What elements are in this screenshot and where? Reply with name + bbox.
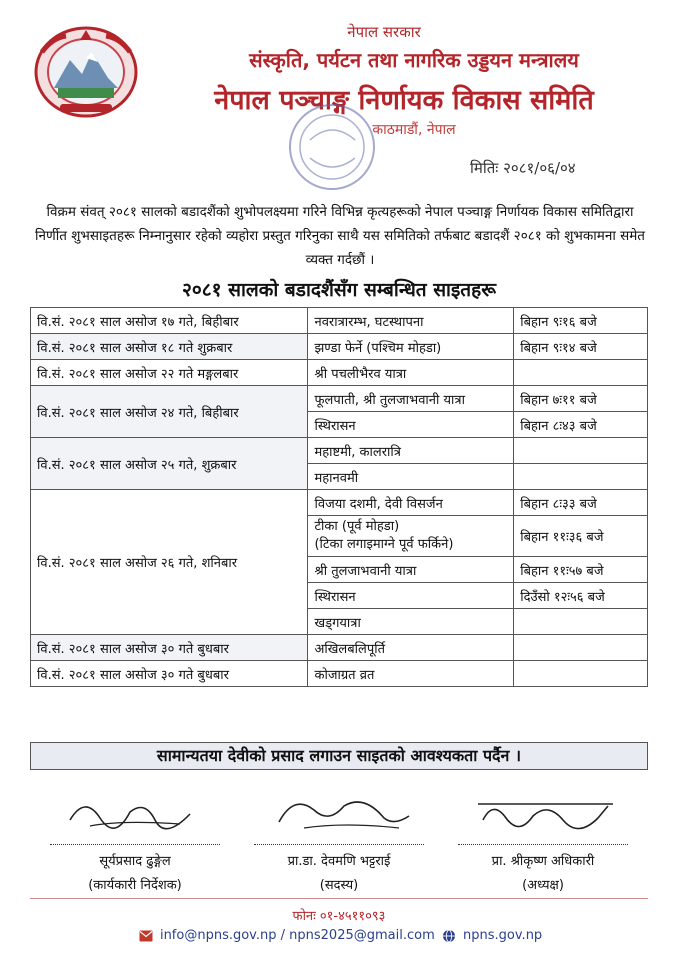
footer-phone: फोनः ०१-४५११०९३ — [292, 909, 386, 924]
event-cell — [308, 516, 514, 557]
date-cell: वि.सं. २०८१ साल असोज ३० गते बुधबार — [31, 635, 308, 661]
table-row — [31, 490, 648, 516]
mail-icon — [139, 930, 153, 942]
event-cell: महानवमी — [308, 464, 514, 490]
table-row — [31, 334, 648, 360]
event-cell: स्थिरासन — [308, 412, 514, 438]
time-cell — [514, 635, 648, 661]
date-cell: वि.सं. २०८१ साल असोज १८ गते शुक्रबार — [31, 334, 308, 360]
time-cell — [514, 438, 648, 464]
event-cell: खड्गयात्रा — [308, 609, 514, 635]
event-cell: अखिलबलिपूर्ति — [308, 635, 514, 661]
date-cell: वि.सं. २०८१ साल असोज २६ गते, शनिबार — [31, 490, 308, 635]
event-cell: विजया दशमी, देवी विसर्जन — [308, 490, 514, 516]
signatory-role: (सदस्य) — [319, 878, 359, 893]
prasad-note: सामान्यतया देवीको प्रसाद लगाउन साइतको आवश्यकता पर्दैन । — [30, 742, 648, 770]
signature-icon — [30, 790, 240, 836]
table-row — [31, 635, 648, 661]
email-link-info[interactable]: info@npns.gov.np — [159, 928, 277, 943]
event-cell: फूलपाती, श्री तुलजाभवानी यात्रा — [308, 386, 514, 412]
date-cell: वि.सं. २०८१ साल असोज २४ गते, बिहीबार — [31, 386, 308, 438]
footer-contacts — [0, 928, 678, 943]
event-cell: श्री तुलजाभवानी यात्रा — [308, 557, 514, 583]
footer-divider — [30, 898, 648, 899]
event-line-note: (टिका लगाइमाग्ने पूर्व फर्किने) — [314, 537, 454, 552]
event-cell: नवरात्रारम्भ, घटस्थापना — [308, 308, 514, 334]
event-cell: झण्डा फेर्ने (पश्चिम मोहडा) — [308, 334, 514, 360]
time-cell: बिहान ७ः११ बजे — [514, 386, 648, 412]
time-cell: बिहान ९ः१४ बजे — [514, 334, 648, 360]
time-cell — [514, 609, 648, 635]
ministry-name: संस्कृति, पर्यटन तथा नागरिक उड्डयन मन्त्रालय — [249, 48, 579, 72]
signature-line — [254, 844, 424, 845]
table-row — [31, 386, 648, 412]
time-cell: बिहान ८ः३३ बजे — [514, 490, 648, 516]
signatory-name: प्रा. श्रीकृष्ण अधिकारी — [491, 854, 595, 869]
letter-date: मितिः २०८१/०६/०४ — [470, 159, 576, 177]
government-name: नेपाल सरकार — [347, 23, 421, 41]
time-cell: बिहान ११ः५७ बजे — [514, 557, 648, 583]
event-cell: स्थिरासन — [308, 583, 514, 609]
event-cell: महाष्टमी, कालरात्रि — [308, 438, 514, 464]
globe-icon — [442, 929, 456, 943]
office-place: काठमाडौं, नेपाल — [372, 122, 456, 138]
table-row — [31, 661, 648, 687]
signatory-name: सूर्यप्रसाद ढुङ्गेल — [99, 854, 171, 869]
date-cell: वि.सं. २०८१ साल असोज १७ गते, बिहीबार — [31, 308, 308, 334]
date-cell: वि.सं. २०८१ साल असोज २२ गते मङ्गलबार — [31, 360, 308, 386]
letterhead — [0, 0, 678, 200]
date-cell: वि.सं. २०८१ साल असोज २५ गते, शुक्रबार — [31, 438, 308, 490]
event-line: टीका (पूर्व मोहडा) — [314, 519, 400, 534]
time-cell: बिहान ९ः१६ बजे — [514, 308, 648, 334]
signatory-role: (कार्यकारी निर्देशक) — [88, 878, 182, 893]
document-title: २०८१ सालको बडादशैंसँग सम्बन्धित साइतहरू — [182, 279, 496, 301]
signatory-chairperson — [438, 790, 648, 893]
email-link-gmail[interactable]: npns2025@gmail.com — [289, 928, 435, 943]
signature-icon — [438, 790, 648, 836]
event-cell: कोजाग्रत व्रत — [308, 661, 514, 687]
signature-line — [50, 844, 220, 845]
time-cell — [514, 661, 648, 687]
time-cell — [514, 360, 648, 386]
table-row — [31, 308, 648, 334]
intro-paragraph: विक्रम संवत् २०८१ सालको बडादशैंको शुभोपलक्ष्यमा गरिने विभिन्न कृत्यहरूको नेपाल पञ्चाङ्ग निर्णायक विकास समितिद्वारा निर्णीत शुभसाइतहरू निम्नानुसार रहेको व्यहोरा प्रस्तुत गरिनुका साथै यस समितिको तर्फबाट बडादशैं २०८१ को शुभकामना समेत व्यक्त गर्दछौं । — [34, 204, 645, 268]
table-row — [31, 438, 648, 464]
event-cell: श्री पचलीभैरव यात्रा — [308, 360, 514, 386]
date-cell: वि.सं. २०८१ साल असोज ३० गते बुधबार — [31, 661, 308, 687]
email-separator: / — [280, 928, 286, 943]
committee-name: नेपाल पञ्चाङ्ग निर्णायक विकास समिति — [214, 85, 594, 116]
time-cell: बिहान ८ः४३ बजे — [514, 412, 648, 438]
signature-line — [458, 844, 628, 845]
auspicious-times-table — [30, 307, 648, 687]
signatory-name: प्रा.डा. देवमणि भट्टराई — [287, 854, 391, 869]
time-cell — [514, 464, 648, 490]
website-link[interactable]: npns.gov.np — [463, 928, 543, 943]
signatory-member — [234, 790, 444, 893]
signatory-executive-director — [30, 790, 240, 893]
signature-icon — [234, 790, 444, 836]
time-cell: बिहान ११ः३६ बजे — [514, 516, 648, 557]
signatory-role: (अध्यक्ष) — [522, 878, 564, 893]
time-cell: दिउँसो १२ः५६ बजे — [514, 583, 648, 609]
committee-stamp-icon — [285, 100, 380, 195]
table-row — [31, 360, 648, 386]
